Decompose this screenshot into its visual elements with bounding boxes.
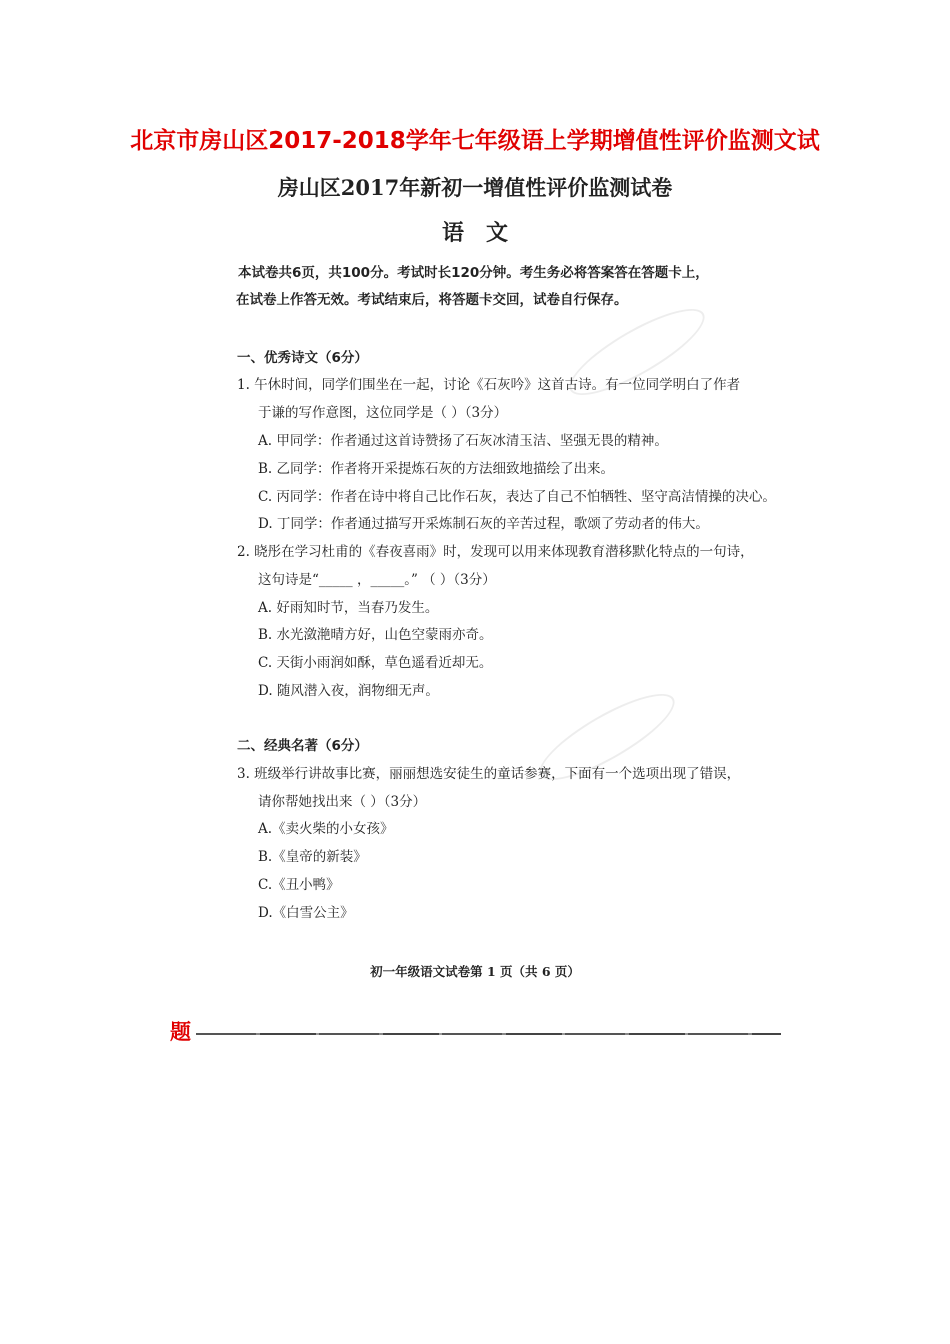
trailing-character: 题 xyxy=(170,1020,191,1044)
section-heading-classics: 二、经典名著（6分） xyxy=(237,738,368,754)
separator-line xyxy=(196,1033,781,1035)
question-1-stem-line-1: 1. 午休时间，同学们围坐在一起，讨论《石灰吟》这首古诗。有一位同学明白了作者 xyxy=(237,377,741,393)
question-1-option-d: D. 丁同学：作者通过描写开采炼制石灰的辛苦过程，歌颂了劳动者的伟大。 xyxy=(258,516,709,532)
exam-notice-line-1: 本试卷共6页，共100分。考试时长120分钟。考生务必将答案答在答题卡上， xyxy=(238,265,709,281)
question-3-stem-line-1: 3. 班级举行讲故事比赛，丽丽想选安徒生的童话参赛，下面有一个选项出现了错误， xyxy=(237,766,741,782)
question-2-stem-line-1: 2. 晓彤在学习杜甫的《春夜喜雨》时，发现可以用来体现教育潜移默化特点的一句诗， xyxy=(237,544,754,560)
page-footer: 初一年级语文试卷第 1 页（共 6 页） xyxy=(370,964,580,979)
subject-heading: 语文 xyxy=(441,220,530,246)
question-2-option-d: D. 随风潜入夜，润物细无声。 xyxy=(258,683,439,699)
exam-title: 房山区2017年新初一增值性评价监测试卷 xyxy=(277,175,673,200)
document-title: 北京市房山区2017-2018学年七年级语上学期增值性评价监测文试 xyxy=(130,128,820,154)
section-heading-poetry: 一、优秀诗文（6分） xyxy=(237,350,368,366)
question-1-stem-line-2: 于谦的写作意图，这位同学是（ ）（3分） xyxy=(258,405,508,421)
question-1-option-c: C. 丙同学：作者在诗中将自己比作石灰，表达了自己不怕牺牲、坚守高洁情操的决心。 xyxy=(258,489,776,505)
question-3-stem-line-2: 请你帮她找出来（ ）（3分） xyxy=(258,794,427,810)
question-3-option-a: A.《卖火柴的小女孩》 xyxy=(258,821,394,837)
question-3-option-c: C.《丑小鸭》 xyxy=(258,877,340,893)
question-2-option-a: A. 好雨知时节，当春乃发生。 xyxy=(258,600,439,616)
exam-notice-line-2: 在试卷上作答无效。考试结束后，将答题卡交回，试卷自行保存。 xyxy=(236,292,628,308)
question-1-option-a: A. 甲同学：作者通过这首诗赞扬了石灰冰清玉洁、坚强无畏的精神。 xyxy=(258,433,668,449)
question-2-option-c: C. 天街小雨润如酥，草色遥看近却无。 xyxy=(258,655,493,671)
question-1-option-b: B. 乙同学：作者将开采提炼石灰的方法细致地描绘了出来。 xyxy=(258,461,615,477)
question-3-option-d: D.《白雪公主》 xyxy=(258,905,354,921)
question-2-stem-line-2: 这句诗是“_____ ，_____。” （ ）（3分） xyxy=(258,572,496,588)
question-3-option-b: B.《皇帝的新装》 xyxy=(258,849,367,865)
question-2-option-b: B. 水光潋滟晴方好，山色空蒙雨亦奇。 xyxy=(258,627,493,643)
